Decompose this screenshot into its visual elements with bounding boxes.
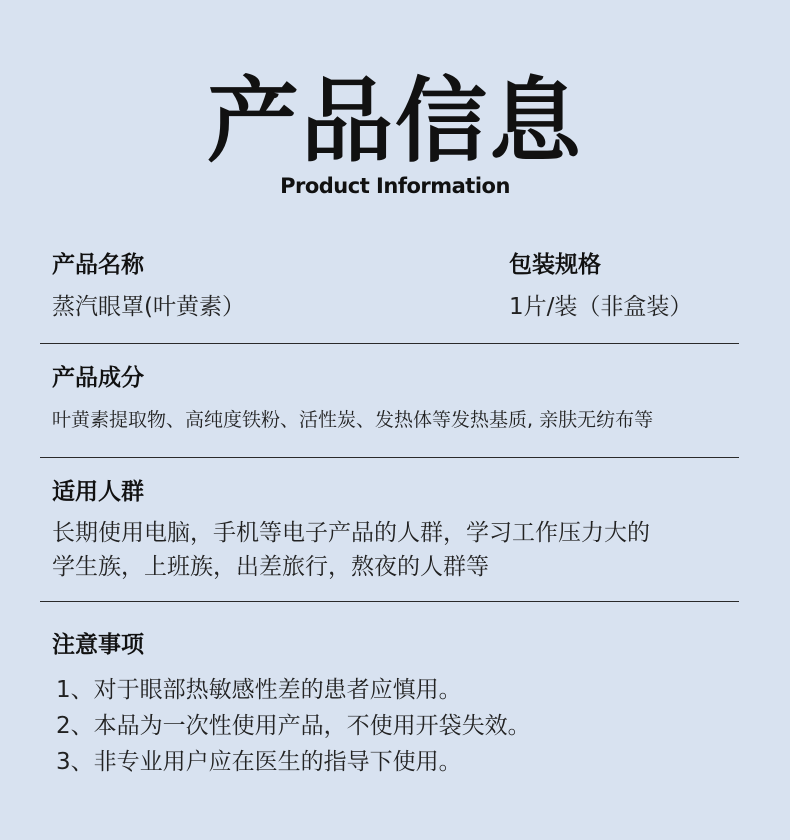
- ingredients-label: 产品成分: [52, 365, 144, 391]
- target-users-line: 长期使用电脑，手机等电子产品的人群，学习工作压力大的: [52, 520, 650, 546]
- product-name-value: 蒸汽眼罩(叶黄素）: [52, 294, 245, 320]
- note-item: 1、对于眼部热敏感性差的患者应慎用。: [56, 677, 462, 703]
- ingredients-value: 叶黄素提取物、高纯度铁粉、活性炭、发热体等发热基质, 亲肤无纺布等: [52, 409, 654, 431]
- target-users-line: 学生族，上班族，出差旅行，熬夜的人群等: [52, 554, 489, 580]
- packaging-value: 1片/装（非盒装）: [509, 294, 693, 320]
- divider: [40, 457, 739, 458]
- page-title: 产品信息: [206, 68, 583, 175]
- divider: [40, 601, 739, 602]
- divider: [40, 343, 739, 344]
- notes-label: 注意事项: [52, 632, 144, 658]
- note-item: 2、本品为一次性使用产品，不使用开袋失效。: [56, 713, 531, 739]
- page-subtitle: Product Information: [280, 174, 510, 198]
- packaging-label: 包装规格: [509, 252, 601, 278]
- product-name-label: 产品名称: [52, 252, 144, 278]
- target-users-label: 适用人群: [52, 479, 144, 505]
- note-item: 3、非专业用户应在医生的指导下使用。: [56, 749, 462, 775]
